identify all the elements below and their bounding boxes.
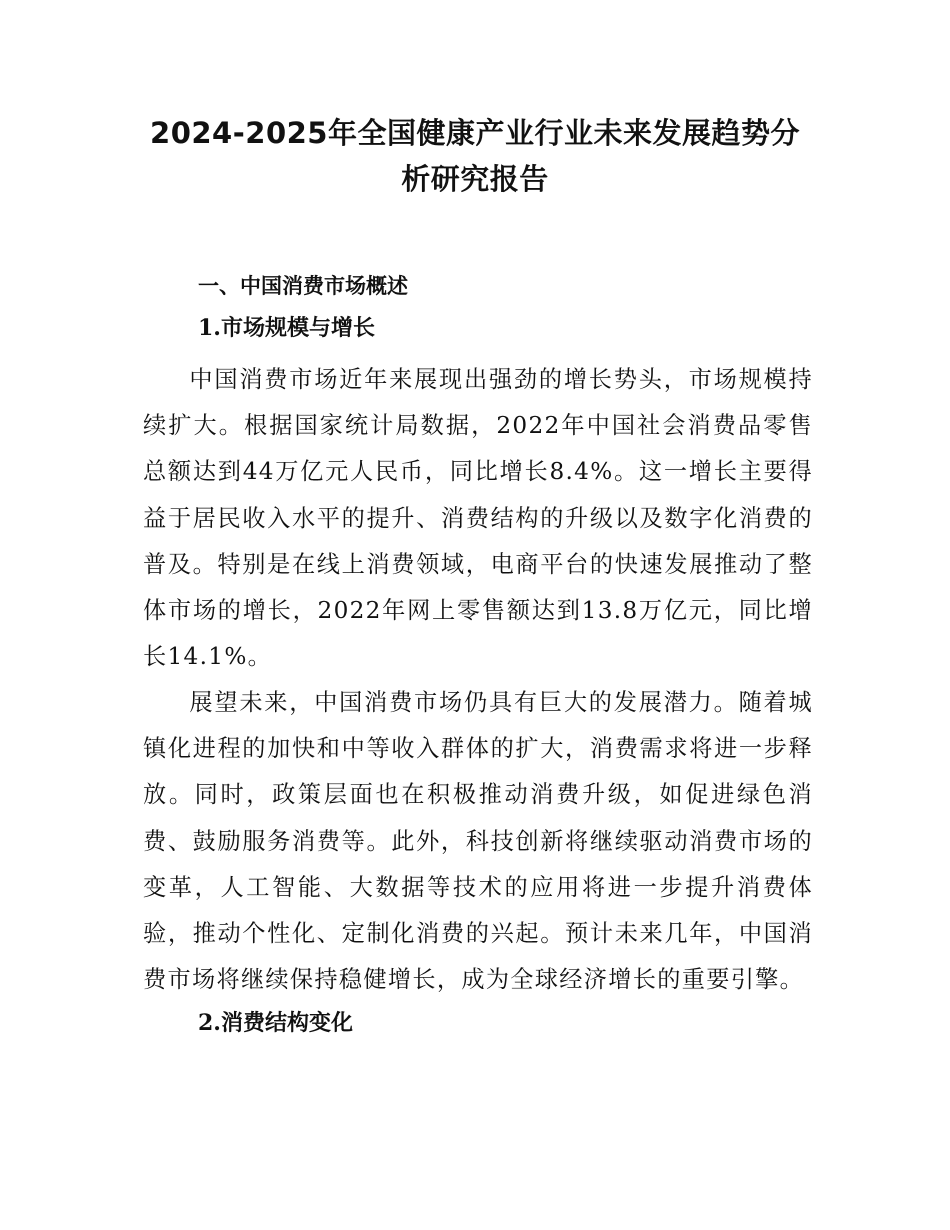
subsection-heading-2: 2.消费结构变化 (198, 1010, 353, 1036)
section-heading-1: 一、中国消费市场概述 (198, 274, 408, 298)
paragraph-market-scale: 中国消费市场近年来展现出强劲的增长势头，市场规模持续扩大。根据国家统计局数据，2022年中国社会消费品零售总额达到44万亿元人民币，同比增长8.4%。这一增长主要得益于居民收入水平的提升、消费结构的升级以及数字化消费的普及。特别是在线上消费领域，电商平台的快速发展推动了整体市场的增长，2022年网上零售额达到13.8万亿元，同比增长14.1%。 (143, 366, 813, 671)
paragraph-outlook: 展望未来，中国消费市场仍具有巨大的发展潜力。随着城镇化进程的加快和中等收入群体的扩大，消费需求将进一步释放。同时，政策层面也在积极推动消费升级，如促进绿色消费、鼓励服务消费等。此外，科技创新将继续驱动消费市场的变革，人工智能、大数据等技术的应用将进一步提升消费体验，推动个性化、定制化消费的兴起。预计未来几年，中国消费市场将继续保持稳健增长，成为全球经济增长的重要引擎。 (143, 689, 813, 994)
title-line-2: 析研究报告 (401, 162, 549, 196)
subsection-heading-1: 1.市场规模与增长 (198, 315, 375, 341)
title-line-1: 2024-2025年全国健康产业行业未来发展趋势分 (150, 116, 800, 150)
document-title (130, 110, 820, 202)
